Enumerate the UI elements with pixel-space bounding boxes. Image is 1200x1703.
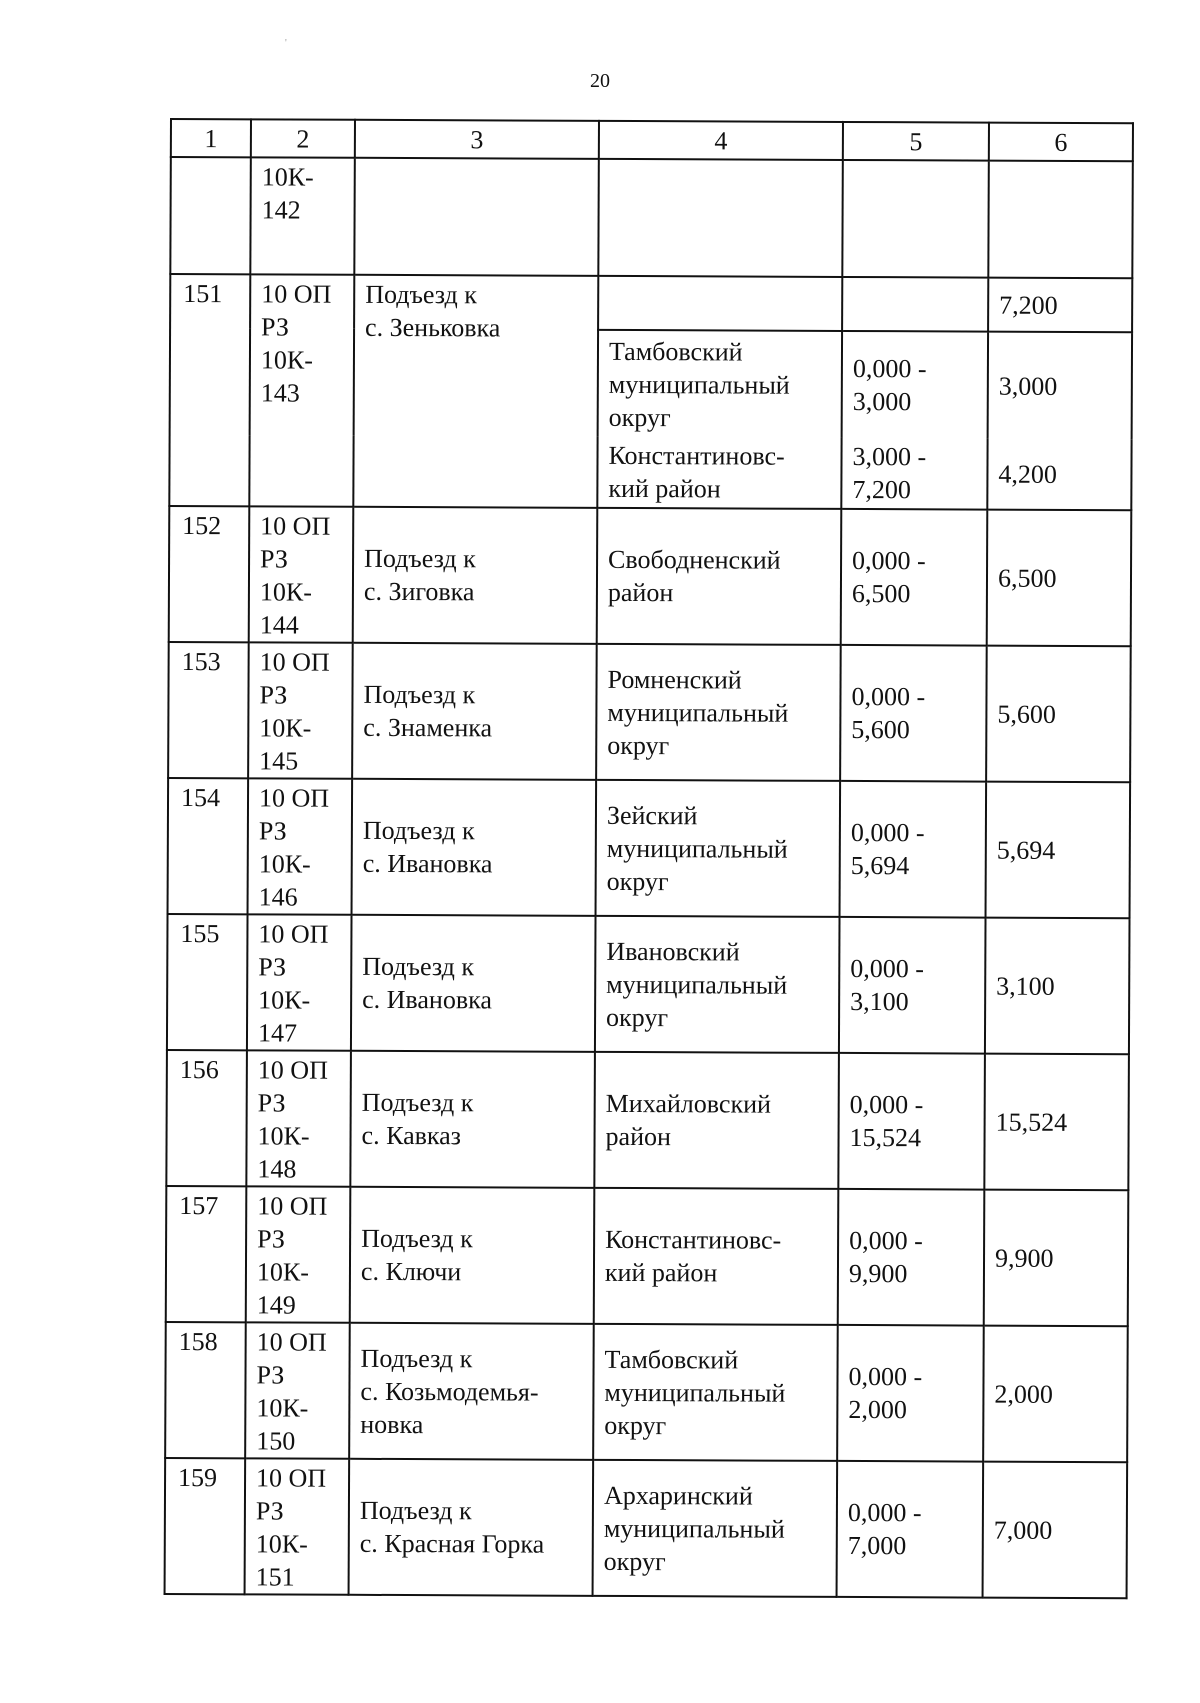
district: Ромненский муниципальный округ	[607, 664, 789, 760]
cell-code	[247, 914, 352, 1050]
row-number: 158	[178, 1327, 218, 1357]
district: Константиновс- кий район	[604, 1224, 782, 1288]
table-row	[165, 1458, 1128, 1598]
cell-no	[169, 506, 250, 642]
cell-range	[842, 277, 988, 332]
total-length: 7,200	[999, 290, 1058, 320]
cell-range	[838, 1053, 985, 1190]
cell-district	[596, 780, 841, 917]
length: 7,000	[993, 1515, 1053, 1545]
cell-length	[983, 1326, 1128, 1463]
cell-code	[249, 506, 354, 642]
cell-district	[598, 330, 842, 438]
cell-name	[350, 1051, 595, 1188]
road-name: Подъезд к с. Козьмодемья- новка	[360, 1343, 539, 1439]
cell-name	[353, 507, 598, 644]
table-row	[168, 778, 1131, 918]
cell-name	[354, 158, 599, 276]
cell-code	[245, 1458, 350, 1594]
cell-name	[349, 1459, 594, 1596]
cell-length	[985, 918, 1130, 1055]
cell-length	[987, 439, 1131, 511]
header-col-5: 5	[843, 122, 989, 161]
cell-name	[353, 275, 598, 508]
cell-code	[245, 1322, 350, 1458]
km-range: 0,000 - 9,900	[848, 1225, 923, 1289]
district: Тамбовский муниципальный округ	[604, 1344, 786, 1440]
cell-no	[167, 914, 248, 1050]
road-code: 10 ОП РЗ 10К- 143	[260, 279, 332, 408]
cell-code	[250, 157, 355, 274]
road-code: 10 ОП РЗ 10К- 151	[255, 1463, 327, 1592]
cell-district	[597, 437, 841, 509]
cell-range	[837, 1461, 984, 1598]
km-range: 0,000 - 5,600	[851, 681, 926, 745]
table-row	[165, 1322, 1128, 1462]
cell-range	[841, 509, 988, 646]
km-range: 0,000 - 5,694	[850, 817, 925, 881]
cell-district	[598, 159, 843, 277]
cell-no	[168, 778, 249, 914]
table-row	[166, 1050, 1129, 1190]
row-number: 155	[180, 919, 220, 949]
cell-range	[840, 645, 987, 782]
cell-total-length	[988, 278, 1132, 333]
district: Константиновс- кий район	[608, 440, 785, 504]
road-code: 10 ОП РЗ 10К- 148	[257, 1055, 328, 1184]
road-code: 10 ОП РЗ 10К- 150	[256, 1327, 327, 1456]
road-name: Подъезд к с. Зиговка	[363, 543, 476, 607]
scan-speck: '	[285, 38, 287, 49]
cell-range	[840, 781, 987, 918]
road-name: Подъезд к с. Зеньковка	[365, 279, 501, 343]
table-row	[167, 914, 1130, 1054]
cell-no	[168, 642, 249, 778]
cell-length	[988, 332, 1132, 440]
header-col-3: 3	[355, 120, 599, 159]
row-number: 153	[181, 647, 221, 677]
cell-district	[598, 276, 842, 331]
cell-code	[246, 1050, 351, 1186]
cell-district	[596, 644, 841, 781]
cell-no	[169, 274, 250, 506]
length: 2,000	[994, 1379, 1054, 1409]
cell-code	[248, 778, 353, 914]
header-col-4: 4	[599, 121, 843, 160]
cell-district	[595, 916, 840, 1053]
table-row-151	[170, 274, 1132, 332]
cell-name	[350, 1187, 595, 1324]
cell-code	[246, 1186, 351, 1322]
road-name: Подъезд к с. Ключи	[360, 1223, 473, 1287]
district: Тамбовский муниципальный округ	[608, 336, 790, 432]
length: 5,600	[997, 699, 1056, 729]
length: 4,200	[998, 459, 1058, 489]
road-code: 10 ОП РЗ 10К- 145	[259, 647, 330, 776]
road-name: Подъезд к с. Кавказ	[361, 1087, 474, 1151]
cell-range	[842, 160, 989, 278]
road-name: Подъезд к с. Красная Горка	[359, 1495, 545, 1559]
header-col-2: 2	[251, 119, 355, 157]
cell-no	[170, 157, 251, 274]
km-range: 0,000 - 7,000	[847, 1497, 922, 1561]
district: Зейский муниципальный округ	[606, 800, 788, 896]
cell-length	[987, 510, 1132, 647]
road-code: 10 ОП РЗ 10К- 144	[259, 511, 331, 640]
cell-range	[839, 917, 986, 1054]
cell-district	[594, 1188, 839, 1325]
cell-length	[984, 1054, 1129, 1191]
cell-length	[983, 1462, 1128, 1599]
cell-no	[165, 1458, 246, 1594]
road-code: 10 ОП РЗ 10К- 146	[258, 783, 330, 912]
code-text: 10К- 142	[261, 162, 314, 225]
row-number: 157	[179, 1191, 219, 1221]
cell-district	[597, 508, 842, 645]
length: 3,100	[996, 971, 1055, 1001]
district: Свободненский район	[607, 544, 781, 608]
road-name: Подъезд к с. Ивановка	[362, 815, 493, 879]
cell-length	[984, 1190, 1129, 1327]
cell-no	[166, 1186, 247, 1322]
road-name: Подъезд к с. Ивановка	[362, 951, 492, 1015]
cell-range	[837, 1325, 984, 1462]
district: Архаринский муниципальный округ	[603, 1480, 785, 1576]
cell-range	[841, 438, 987, 510]
length: 5,694	[996, 835, 1056, 865]
cell-district	[593, 1460, 838, 1597]
cell-range	[838, 1189, 985, 1326]
district: Ивановский муниципальный округ	[606, 936, 788, 1032]
cell-name	[352, 779, 597, 916]
header-col-6: 6	[989, 123, 1133, 162]
row-number: 151	[183, 279, 223, 309]
cell-name	[351, 915, 596, 1052]
km-range: 0,000 - 6,500	[851, 545, 926, 609]
cell-range	[842, 331, 988, 439]
length: 15,524	[995, 1107, 1068, 1137]
row-number: 156	[179, 1055, 219, 1085]
continuation-row	[170, 157, 1133, 278]
length: 3,000	[998, 371, 1058, 401]
district: Михайловский район	[605, 1088, 772, 1152]
cell-code	[249, 274, 354, 506]
cell-no	[166, 1050, 247, 1186]
page-number: 20	[590, 70, 610, 92]
length: 9,900	[994, 1243, 1054, 1273]
row-number: 154	[180, 783, 221, 813]
cell-name	[349, 1323, 594, 1460]
table-row	[168, 642, 1131, 782]
header-row	[171, 119, 1133, 161]
cell-code	[248, 642, 353, 778]
table-row	[169, 506, 1132, 646]
km-range: 0,000 - 2,000	[848, 1361, 923, 1425]
km-range: 0,000 - 3,000	[852, 353, 927, 417]
cell-length	[988, 161, 1133, 279]
header-col-1: 1	[171, 119, 251, 157]
cell-no	[165, 1322, 246, 1458]
row-number: 152	[182, 511, 222, 541]
cell-district	[594, 1052, 839, 1189]
row-number: 159	[178, 1463, 218, 1493]
km-range: 0,000 - 15,524	[849, 1089, 924, 1153]
length: 6,500	[997, 563, 1057, 593]
km-range: 0,000 - 3,100	[850, 953, 925, 1017]
km-range: 3,000 - 7,200	[852, 441, 927, 505]
road-code: 10 ОП РЗ 10К- 147	[257, 919, 329, 1048]
road-name: Подъезд к с. Знаменка	[363, 679, 493, 743]
road-code: 10 ОП РЗ 10К- 149	[256, 1191, 328, 1320]
cell-district	[593, 1324, 838, 1461]
cell-name	[352, 643, 597, 780]
table-row	[166, 1186, 1129, 1326]
roads-table	[164, 118, 1134, 1599]
cell-length	[986, 646, 1131, 783]
cell-length	[986, 782, 1131, 919]
